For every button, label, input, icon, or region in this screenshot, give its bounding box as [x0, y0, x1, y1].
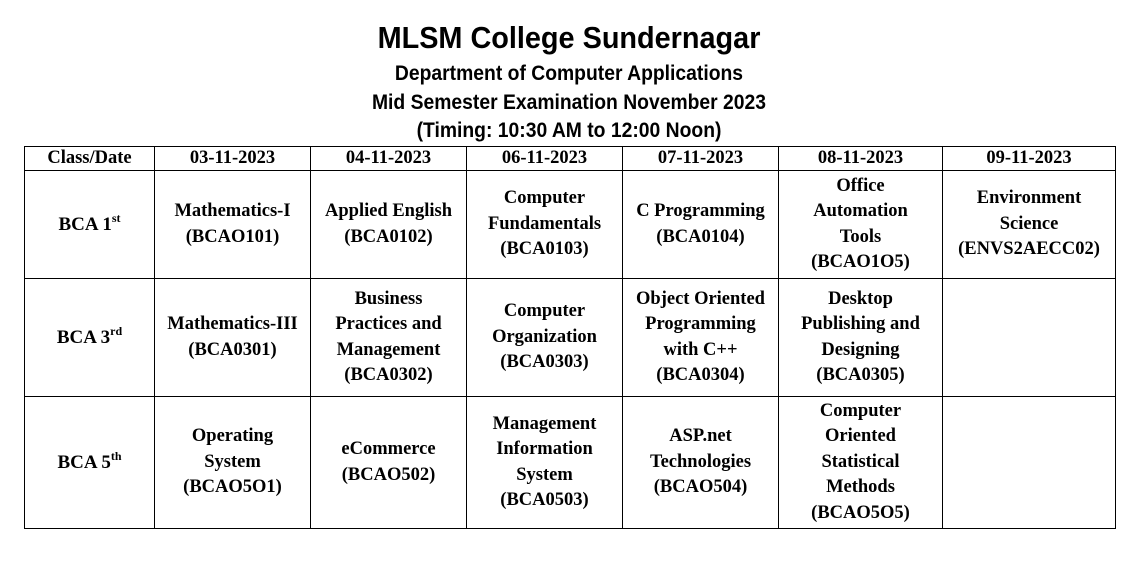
- subject-name-line: Information: [496, 439, 593, 459]
- subject-code: (BCAO5O5): [811, 502, 910, 523]
- subject-name-line: Computer: [503, 301, 586, 322]
- column-header: 03-11-2023: [155, 147, 311, 171]
- class-ordinal: th: [110, 448, 122, 463]
- subject-cell: [155, 397, 311, 529]
- subject-cell: [943, 397, 1116, 529]
- subject-name-line: Office: [836, 175, 885, 196]
- subject-name-line: Computer: [819, 400, 902, 421]
- subject-name-line: System: [516, 464, 573, 485]
- subject-name-line: System: [204, 451, 261, 472]
- subject-name-line: Mathematics-III: [167, 314, 298, 334]
- department-heading: Department of Computer Applications: [394, 62, 744, 85]
- table-row: [25, 279, 1116, 397]
- subject-code: (BCA0302): [344, 365, 433, 385]
- subject-code: (BCA0503): [500, 490, 589, 510]
- subject-cell: [623, 171, 779, 279]
- column-header: 09-11-2023: [943, 147, 1116, 171]
- table-row: [25, 171, 1116, 279]
- subject-name-line: Management: [492, 413, 597, 434]
- class-cell: [25, 397, 155, 529]
- subject-name-line: Management: [336, 339, 441, 360]
- page-title: MLSM College Sundernagar: [377, 20, 761, 55]
- subject-code: (BCAO502): [341, 464, 436, 485]
- subject-code: (BCA0102): [344, 226, 433, 247]
- subject-cell: [311, 397, 467, 529]
- subject-name-line: with C++: [663, 339, 738, 360]
- subject-code: (BCA0103): [500, 239, 589, 260]
- subject-cell: [155, 171, 311, 279]
- exam-heading: Mid Semester Examination November 2023: [371, 91, 767, 114]
- subject-cell: [943, 279, 1116, 397]
- subject-cell: [311, 279, 467, 397]
- subject-name-line: Computer: [503, 188, 586, 209]
- column-header: Class/Date: [25, 147, 155, 171]
- column-header: 07-11-2023: [623, 147, 779, 171]
- subject-code: (BCAO101): [185, 226, 280, 247]
- timing-heading: (Timing: 10:30 AM to 12:00 Noon): [416, 119, 722, 142]
- class-label: BCA 5: [57, 451, 111, 473]
- subject-name-line: Automation: [813, 201, 908, 221]
- subject-name-line: Publishing and: [801, 314, 920, 334]
- subject-code: (ENVS2AECC02): [958, 239, 1100, 260]
- table-row: [25, 397, 1116, 529]
- subject-name-line: Operating: [191, 426, 274, 447]
- class-cell: [25, 171, 155, 279]
- subject-name-line: Technologies: [649, 451, 752, 472]
- subject-cell: [779, 279, 943, 397]
- subject-code: (BCAO504): [653, 477, 748, 498]
- subject-name-line: Applied English: [325, 201, 452, 221]
- subject-code: (BCA0305): [816, 365, 905, 385]
- subject-cell: [467, 279, 623, 397]
- subject-name-line: Practices and: [335, 314, 442, 334]
- subject-name-line: Mathematics-I: [174, 201, 291, 221]
- class-ordinal: rd: [110, 323, 123, 338]
- subject-name-line: ASP.net: [669, 426, 732, 447]
- column-header: 08-11-2023: [779, 147, 943, 171]
- class-cell: [25, 279, 155, 397]
- subject-name-line: Object Oriented: [636, 288, 765, 309]
- subject-name-line: Designing: [821, 339, 900, 360]
- subject-name-line: Statistical: [821, 451, 900, 472]
- datesheet-table: [24, 146, 1116, 529]
- subject-name-line: Tools: [839, 226, 882, 247]
- subject-name-line: Programming: [645, 314, 756, 334]
- subject-cell: [779, 397, 943, 529]
- class-ordinal: st: [111, 210, 121, 225]
- subject-code: (BCA0104): [656, 226, 745, 247]
- subject-code: (BCA0304): [656, 365, 745, 385]
- subject-cell: [155, 279, 311, 397]
- subject-cell: [779, 171, 943, 279]
- subject-code: (BCAO5O1): [183, 477, 282, 498]
- column-header: 06-11-2023: [467, 147, 623, 171]
- table-header-row: [25, 147, 1116, 171]
- subject-name-line: Organization: [492, 326, 597, 347]
- subject-code: (BCA0303): [500, 352, 589, 373]
- class-label: BCA 3: [56, 326, 111, 348]
- subject-name-line: C Programming: [636, 201, 765, 221]
- subject-name-line: eCommerce: [341, 439, 436, 459]
- column-header: 04-11-2023: [311, 147, 467, 171]
- subject-cell: [467, 171, 623, 279]
- subject-code: (BCAO1O5): [811, 252, 910, 272]
- subject-name-line: Desktop: [828, 288, 893, 309]
- subject-cell: [623, 279, 779, 397]
- subject-name-line: Methods: [826, 477, 895, 498]
- subject-name-line: Science: [999, 213, 1059, 234]
- subject-name-line: Fundamentals: [487, 213, 602, 234]
- subject-name-line: Business: [354, 288, 423, 309]
- subject-cell: [311, 171, 467, 279]
- subject-code: (BCA0301): [188, 339, 277, 360]
- subject-cell: [467, 397, 623, 529]
- subject-cell: [943, 171, 1116, 279]
- subject-cell: [623, 397, 779, 529]
- subject-name-line: Environment: [976, 188, 1082, 209]
- subject-name-line: Oriented: [825, 426, 896, 447]
- class-label: BCA 1: [58, 213, 112, 235]
